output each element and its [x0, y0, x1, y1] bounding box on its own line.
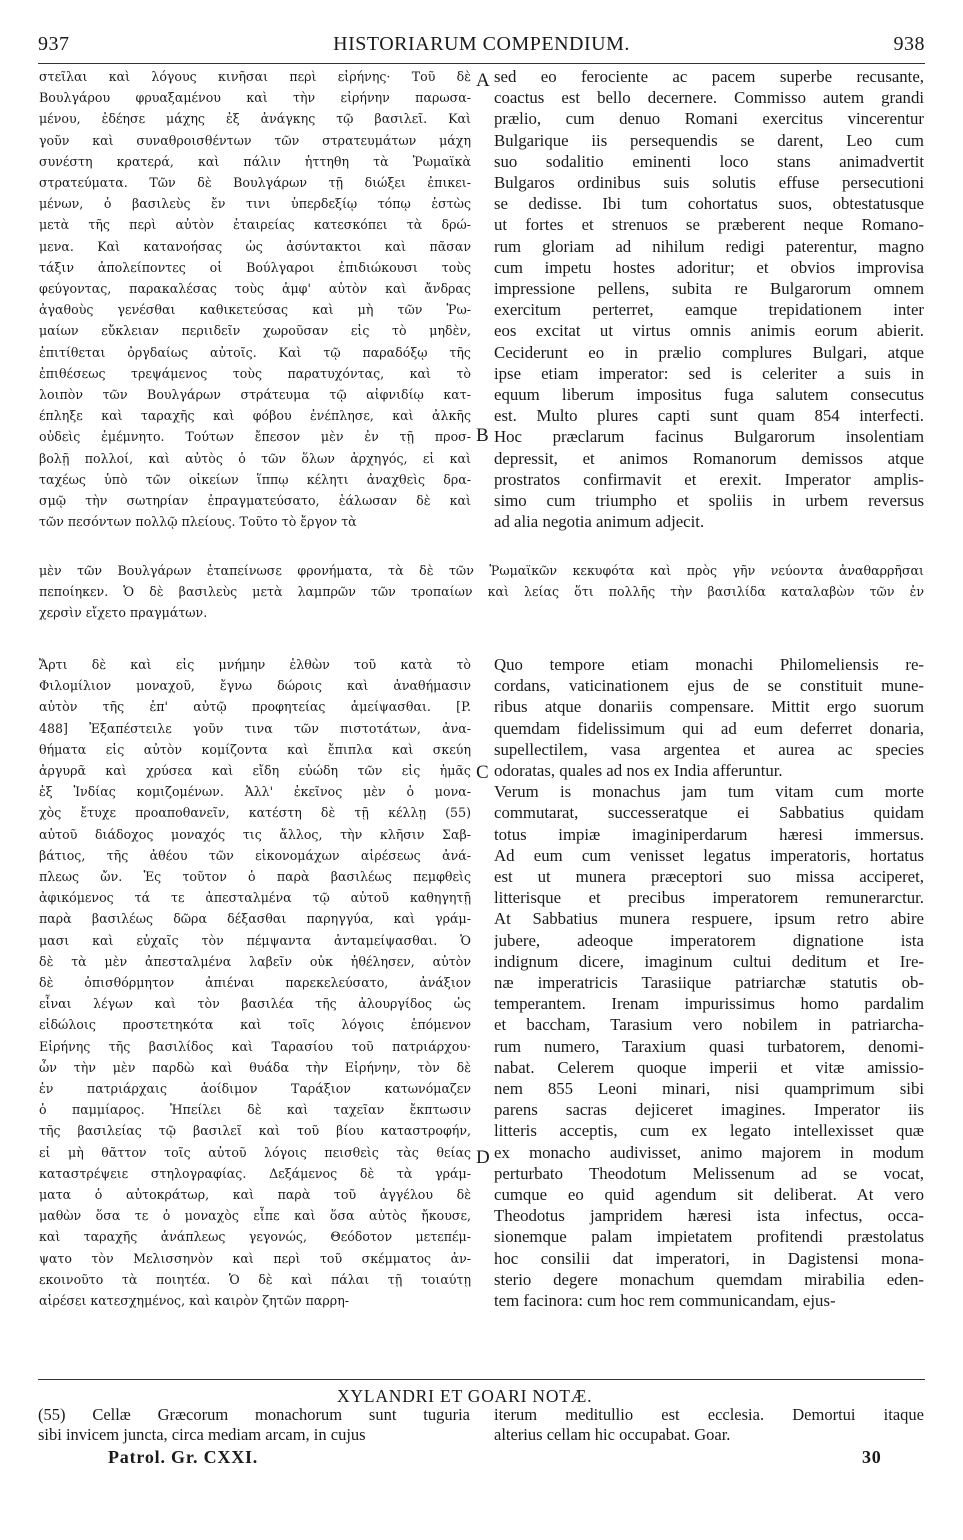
note-text-line: sibi invicem juncta, circa mediam arcam, in cujus	[38, 1425, 366, 1444]
greek-text-line: τῆς βασιλείας τῷ βασιλεῖ καὶ τοῦ βίου καταστροφήν,	[39, 1123, 471, 1139]
greek-text-line: εἶναι λέγων καὶ τὸν βασιλέα τῆς ἀλουργίδος ὡς	[39, 996, 471, 1012]
latin-text-line: odoratas, quales ad nos ex India afferuntur.	[494, 761, 783, 781]
greek-text-line: έπληξε καὶ ταραχῆς καὶ φόβου ἐνέπλησε, καὶ ἀλκῆς	[39, 408, 471, 424]
latin-column-block-2	[494, 654, 924, 1311]
greek-column-block-2	[39, 654, 471, 1311]
latin-text-line: equum liberum impositus fuga salutem consecutus	[494, 385, 924, 405]
note-text-line: (55) Cellæ Græcorum monachorum sunt tuguria	[38, 1405, 470, 1424]
greek-text-line: χὸς ἔτυχε προαποθανεῖν, κατέστη δὲ τῇ κέλλῃ (55)	[39, 805, 471, 821]
latin-text-line: est. Multo plures capti sunt quam 854 interfecti.	[494, 406, 924, 426]
latin-text-line: Bulgarique iis persequendis se darent, Leo cum	[494, 130, 924, 150]
latin-text-line: et baccham, Tarasium vero nobilem in patriarcha-	[494, 1015, 924, 1035]
latin-text-line: sterio degere monachum quemdam mirabilia eden-	[494, 1269, 924, 1289]
margin-letter-a: A	[476, 70, 490, 91]
latin-text-line: impressione pellens, subita re Bulgarorum omnem	[494, 279, 924, 299]
greek-text-line: βολῇ πολλοί, καὶ αὐτὸς ὁ τῶν ὅλων ἀρχηγός, εἰ καὶ	[39, 450, 471, 466]
greek-text-line: δὲ ὀπισθόρμητον ἀπιέναι παρεκελεύσατο, ἀνάξιον	[39, 975, 471, 991]
latin-text-line: nabat. Celerem quoque imperii et vitæ amissio-	[494, 1057, 924, 1077]
margin-letter-c: C	[476, 762, 489, 783]
greek-text-line: ὧν τὴν μὲν παρδὼ καὶ θυάδα τὴν Εἰρήνην, τὸν δὲ	[39, 1059, 471, 1075]
latin-text-line: sionemque palam impietatem profitendi præstolatus	[494, 1227, 924, 1247]
latin-text-line: Hoc præclarum facinus Bulgarorum insolentiam	[494, 427, 924, 447]
greek-text-line: μασι καὶ εὐχαῖς τὸν πέμψαντα ἀνταμείψασθαι. Ὁ	[39, 932, 471, 948]
latin-text-line: Quo tempore etiam monachi Philomeliensis re-	[494, 655, 924, 674]
latin-text-line: hoc consilii dat imperatori, in Dagistensi mona-	[494, 1248, 924, 1268]
full-width-greek	[39, 560, 924, 623]
right-column-number: 938	[893, 33, 925, 55]
greek-text-line: πλεως ὤν. Ἐς τοῦτον ὁ παρὰ βασιλέως πεμφθεὶς	[39, 869, 471, 885]
latin-text-line: Ad eum cum venisset legatus imperatoris, hortatus	[494, 845, 924, 865]
greek-text-line: μαθὼν ὅσα τε ὁ μοναχὸς εἶπε καὶ ὅσα αὐτὸς ἤκουσε,	[39, 1208, 471, 1224]
notes-left-column	[38, 1405, 470, 1445]
margin-letter-b: B	[476, 425, 489, 446]
header-rule	[38, 63, 925, 64]
greek-text-line: ματα ὁ αὐτοκράτωρ, καὶ παρὰ τοῦ ἀγγέλου δὲ	[39, 1187, 471, 1203]
left-column-number: 937	[38, 33, 70, 55]
latin-text-line: rum numero, Taraxium quasi turbatorem, denomi-	[494, 1036, 924, 1056]
running-header	[38, 33, 925, 59]
latin-text-line: cumque eo quid agendum sit deliberat. At vero	[494, 1185, 924, 1205]
latin-text-line: litteris acceptis, cum ex legato intellexisset quæ	[494, 1121, 924, 1141]
greek-text-line: Φιλομίλιον μοναχοῦ, ἔγνω δώροις καὶ ἀναθήμασιν	[39, 678, 471, 694]
latin-text-line: Ceciderunt eo in prælio complures Bulgari, atque	[494, 342, 924, 362]
greek-text-line: ἀγαθοὺς γενέσθαι καθικετεύσας καὶ μὴ τῶν Ῥω-	[39, 302, 471, 318]
greek-text-line: ταχέως ὑπὸ τῶν οἰκείων ἵππῳ κέλητι ἀναχθεὶς δρα-	[39, 471, 471, 487]
page-title: HISTORIARUM COMPENDIUM.	[333, 33, 630, 55]
latin-text-line: prælio, cum denuo Romani exercitus vincerentur	[494, 109, 924, 129]
greek-text-line: αὐτοῦ διάδοχος μοναχός τις ἄλλος, τὴν κλῆσιν Σαβ-	[39, 826, 471, 842]
latin-text-line: ut fortes et strenuos se præberent neque Romano-	[494, 215, 924, 235]
greek-text-line: αἱρέσει κατεσχημένος, καὶ καιρὸν ζητῶν παρρη-	[39, 1293, 350, 1309]
latin-text-line: ex monacho audivisset, animo majorem in modum	[494, 1142, 924, 1162]
latin-text-line: jubere, adeoque imperatorem dignatione ista	[494, 930, 924, 950]
latin-text-line: totus impiæ imaginiperdarum hæresi immersus.	[494, 824, 924, 844]
greek-text-line: μένου, ἐδέησε μάχης ἐξ ἀνάγκης τῷ βασιλεῖ. Καὶ	[39, 111, 471, 127]
greek-text-line: δὲ τὰ μὲν ἀπεσταλμένα λαβεῖν οὐκ ἠθέλησεν, αὐτὸν	[39, 953, 471, 969]
latin-text-line: supellectilem, vasa argentea et aurea ac species	[494, 739, 924, 759]
greek-text-line: καταστρέψειε στηλογραφίας. Δεξάμενος δὲ τὰ γράμ-	[39, 1165, 471, 1181]
latin-text-line: parens sacras dejiceret imagines. Imperator iis	[494, 1100, 924, 1120]
greek-text-line: τῶν πεσόντων πολλῷ πλείους. Τοῦτο τὸ ἔργον τὰ	[39, 514, 357, 530]
latin-text-line: rum gloriam ad nihilum redigi paterentur, magno	[494, 236, 924, 256]
greek-text-line: πεποίηκεν. Ὁ δὲ βασιλεὺς μετὰ λαμπρῶν τῶν τροπαίων καὶ λείας ὅτι πολλῆς τὴν βασιλίδα καταλαβὼν τῶν ἐν	[39, 584, 924, 599]
latin-text-line: Theodotus jampridem hæresi ista infectus, occa-	[494, 1206, 924, 1226]
latin-text-line: perturbato Theodotum Melissenum ad se vocat,	[494, 1163, 924, 1183]
latin-text-line: ribus atque donariis compensare. Mittit ergo suorum	[494, 697, 924, 717]
latin-text-line: eos excitat ut virtus omnis animis eorum abierit.	[494, 321, 924, 341]
greek-text-line: συνέστη κρατερά, καὶ πάλιν ἡττηθη τὰ Ῥωμαϊκὰ	[39, 153, 471, 169]
greek-text-line: τάξιν ἀπολείποντες οἱ Βούλγαροι ἐπιδιώκουσι τοὺς	[39, 259, 471, 275]
latin-text-line: Verum is monachus jam tum vitam cum morte	[494, 782, 924, 802]
latin-text-line: suo sodalitio eminenti loco stans animadvertit	[494, 151, 924, 171]
note-text-line: iterum meditullio est ecclesia. Demortui itaque	[494, 1405, 924, 1424]
latin-text-line: quemdam fidelissimum qui ad eum deferret donaria,	[494, 718, 924, 738]
greek-text-line: μαίων εὔκλειαν περιιδεῖν χωροῦσαν εἰς τὸ μηδὲν,	[39, 323, 471, 339]
latin-text-line: Bulgaros ordinibus suis solutis effuse persecutioni	[494, 173, 924, 193]
greek-text-line: ἐπιθέσεως τρεψάμενος τοὺς παρατυχόντας, καὶ τὸ	[39, 365, 471, 381]
greek-text-line: ψατο τὸν Μελισσηνὸν καὶ περὶ τοῦ σκέμματος ἀν-	[39, 1250, 471, 1266]
greek-text-line: Εἰρήνης τῆς βασιλίδος καὶ Ταρασίου τοῦ πατριάρχου·	[39, 1038, 471, 1054]
greek-text-line: στρατεύματα. Τῶν δὲ Βουλγάρων τῇ διώξει ἐπικει-	[39, 175, 471, 191]
latin-text-line: se dedisse. Ibi tum cohortatus suos, obtestatusque	[494, 194, 924, 214]
latin-text-line: nem 855 Leoni minari, nisi quamprimum sibi	[494, 1079, 924, 1099]
footer-volume: Patrol. Gr. CXXI.	[108, 1447, 259, 1467]
greek-text-line: καὶ ταραχῆς ἀνάπλεως γεγονώς, Θεόδοτον μετεπέμ-	[39, 1229, 471, 1245]
greek-text-line: μένων, ὁ βασιλεὺς ἔν τινι ὑπερδεξίῳ τόπῳ ἑστὼς	[39, 196, 471, 212]
greek-text-line: βάτιος, τῆς ἀθέου τῶν εἰκονομάχων αἱρέσεως ἀνά-	[39, 847, 471, 863]
greek-text-line: γοῦν καὶ συναθροισθέντων τῶν στρατευμάτων μάχη	[39, 132, 471, 148]
greek-text-line: μενα. Καὶ κατανοήσας ὡς ἀσύντακτοι καὶ πᾶσαν	[39, 238, 471, 254]
latin-text-line: est ut munera præceptori suo missa acciperet,	[494, 867, 924, 887]
greek-text-line: ἀργυρᾶ καὶ χρύσεα καὶ εἴδη εὐώδη τῶν εἰς ἡμᾶς	[39, 763, 471, 779]
note-text-line: alterius cellam hic occupabat. Goar.	[494, 1425, 731, 1444]
latin-text-line: exercitum perterret, eamque trepidationem inter	[494, 300, 924, 320]
latin-text-line: tem facinora: cum hoc rem communicandam, ejus-	[494, 1291, 836, 1311]
latin-text-line: coactus est bello decernere. Commisso autem grandi	[494, 88, 924, 108]
latin-text-line: litterisque et precibus imperatorem remunerarctur.	[494, 888, 924, 908]
greek-text-line: ἐπιτίθεται ὀργδαίως αὐτοῖς. Καὶ τῷ παραδόξῳ τῆς	[39, 344, 471, 360]
latin-text-line: simo cum triumpho et spoliis in urbem reversus	[494, 491, 924, 511]
latin-text-line: ipse etiam imperator: sed is celeriter a suis in	[494, 363, 924, 383]
latin-text-line: sed eo ferociente ac pacem superbe recusante,	[494, 67, 924, 86]
latin-text-line: commutarat, successeratque ei Sabbatius quidam	[494, 803, 924, 823]
greek-text-line: αὐτὸν τῆς ἐπ' αὐτῷ προφητείας ἀμείψασθαι. [P.	[39, 699, 471, 715]
latin-text-line: prostratos confirmavit et erexit. Imperator amplis-	[494, 469, 924, 489]
greek-text-line: ἀφικόμενος τά τε ἀπεσταλμένα τῷ αὐτοῦ καθηγητῇ	[39, 890, 471, 906]
greek-text-line: εἰ μὴ θᾶττον τοῖς αὐτοῦ λόγοις πεισθεὶς τὰς θείας	[39, 1144, 471, 1160]
latin-text-line: næ imperatricis Tarasiique patriarchæ statutis ob-	[494, 973, 924, 993]
greek-text-line: εἰδώλοις προστετηκότα καὶ τοῖς λόγοις ἑπόμενον	[39, 1017, 471, 1033]
latin-text-line: cordans, vaticinationem ejus de se constituit mune-	[494, 676, 924, 696]
latin-text-line: At Sabbatius munera respuere, ipsum retro abire	[494, 909, 924, 929]
greek-text-line: οὐδεὶς ἐμέμνητο. Τούτων ἔπεσον μὲν ἐν τῇ προσ-	[39, 429, 471, 445]
latin-text-line: temperantem. Irenam impurissimus homo pardalim	[494, 994, 924, 1014]
latin-column-block-1	[494, 66, 924, 532]
greek-column-block-1	[39, 66, 471, 532]
greek-text-line: ἐξ Ἰνδίας κομιζομένων. Ἀλλ' ἐκεῖνος μὲν ὁ μονα-	[39, 784, 471, 800]
greek-text-line: παρὰ βασιλέως δῶρα δέξασθαι παρηγγύα, καὶ γράμ-	[39, 911, 471, 927]
margin-letter-d: D	[476, 1147, 490, 1168]
greek-text-line: Βουλγάρου φρυαξαμένου καὶ τὴν εἰρήνην παρωσα-	[39, 90, 471, 106]
greek-text-line: 488] Ἐξαπέστειλε γοῦν τινα τῶν πιστοτάτων, ἀνα-	[39, 720, 471, 736]
latin-text-line: ad alia negotia animum adjecit.	[494, 512, 705, 532]
greek-text-line: μὲν τῶν Βουλγάρων ἐταπείνωσε φρονήματα, τὰ δὲ τῶν Ῥωμαϊκῶν κεκυφότα καὶ πρὸς γῆν νεύοντα ἀναθαρρῆσαι	[39, 563, 924, 578]
notes-right-column	[494, 1405, 924, 1445]
greek-text-line: ὁ παμμίαρος. Ἠπείλει δὲ καὶ ταχεῖαν ἔκπτωσιν	[39, 1102, 471, 1118]
greek-text-line: χερσὶν εἴχετο πραγμάτων.	[39, 605, 208, 620]
greek-text-line: μετὰ τῆς περὶ αὐτὸν ἑταιρείας κατεσκόπει τὰ δρώ-	[39, 217, 471, 233]
greek-text-line: λοιπὸν τῶν Βουλγάρων στράτευμα τῷ αἰφνιδίῳ κατ-	[39, 387, 471, 403]
latin-text-line: depressit, et animos Romanorum demissos atque	[494, 448, 924, 468]
latin-text-line: cum impetu hostes adoritur; et obvios improvisa	[494, 257, 924, 277]
greek-text-line: ἐν πατριάρχαις ἀοίδιμον Ταράξιον κατωνόμαζεν	[39, 1081, 471, 1097]
notes-rule	[38, 1379, 925, 1380]
greek-text-line: Ἄρτι δὲ καὶ εἰς μνήμην ἐλθὼν τοῦ κατὰ τὸ	[39, 657, 471, 672]
latin-text-line: indignum dicere, imaginum cultui deditum et Ire-	[494, 951, 924, 971]
footer-page-number: 30	[862, 1447, 882, 1467]
greek-text-line: θήματα εἰς αὐτὸν κομίζοντα καὶ ἔπιπλα καὶ σκεύη	[39, 741, 471, 757]
greek-text-line: φεύγοντας, παρακαλέσας τοὺς ἀμφ' αὐτὸν καὶ ἄνδρας	[39, 281, 471, 297]
greek-text-line: στεῖλαι καὶ λόγους κινῆσαι περὶ εἰρήνης· Τοῦ δὲ	[39, 69, 471, 84]
greek-text-line: σμῷ τὴν σωτηρίαν ἐπραγματεύσατο, ἑάλωσαν δὲ καὶ	[39, 493, 471, 509]
greek-text-line: εκοινοῦτο τὰ ποιητέα. Ὁ δὲ καὶ πάλαι τῇ τοιαύτῃ	[39, 1271, 471, 1287]
notes-heading: XYLANDRI ET GOARI NOTÆ.	[337, 1386, 593, 1406]
